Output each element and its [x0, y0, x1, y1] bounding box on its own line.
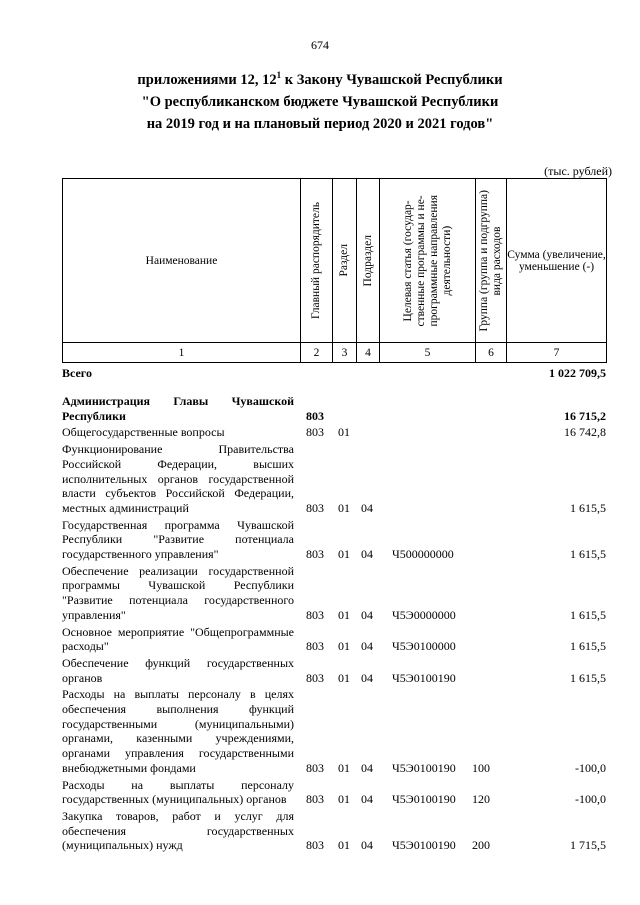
grbs-cell: 803 — [306, 408, 324, 423]
column-number: 6 — [476, 343, 507, 363]
header-target-article: Целевая статья (государ- ственные программы и не- программные направления деятельности) — [380, 179, 476, 343]
header-sum: Сумма (увеличение, уменьшение (-) — [507, 179, 607, 343]
row-name: Расходы на выплаты персоналу в целях обеспечения выполнения функций государственными (муниципальными) органами, казенными учреждениями, органами управления государственными внебюджетными фондами — [62, 687, 294, 775]
podrazdel-cell: 04 — [361, 760, 373, 775]
table-row — [62, 809, 606, 853]
grbs-cell: 803 — [306, 760, 324, 775]
column-number: 7 — [507, 343, 607, 363]
razdel-cell: 01 — [338, 425, 350, 440]
grbs-cell: 803 — [306, 792, 324, 807]
table-header — [62, 178, 607, 363]
column-number: 5 — [380, 343, 476, 363]
amount-cell: 1 615,5 — [570, 547, 606, 562]
podrazdel-cell: 04 — [361, 547, 373, 562]
title-line-1 — [60, 64, 580, 91]
column-number: 1 — [63, 343, 301, 363]
budget-rows — [62, 394, 606, 855]
amount-cell: 16 715,2 — [564, 408, 606, 423]
header-grbs: Главный распорядитель — [301, 179, 333, 343]
grbs-cell: 803 — [306, 607, 324, 622]
table-row — [62, 778, 606, 807]
amount-cell: 1 615,5 — [570, 607, 606, 622]
document-title — [60, 64, 580, 135]
target-article-cell: Ч5Э0100190 — [392, 760, 456, 775]
title-line-1-end: к Закону Чувашской Республики — [281, 71, 503, 88]
total-label: Всего — [62, 366, 92, 380]
amount-cell: 1 715,5 — [570, 838, 606, 853]
table-row — [62, 625, 606, 654]
row-name: Функционирование Правительства Российской Федерации, высших исполнительных органов государственной власти субъектов Российской Федерации, местных администраций — [62, 442, 294, 515]
target-article-cell: Ч5Э0100190 — [392, 670, 456, 685]
razdel-cell: 01 — [338, 792, 350, 807]
amount-cell: -100,0 — [575, 792, 606, 807]
target-article-cell: Ч5Э0100190 — [392, 838, 456, 853]
grbs-cell: 803 — [306, 500, 324, 515]
amount-cell: 1 615,5 — [570, 500, 606, 515]
header-podrazdel: Подраздел — [357, 179, 380, 343]
podrazdel-cell: 04 — [361, 639, 373, 654]
units-label: (тыс. рублей) — [544, 164, 612, 178]
grbs-cell: 803 — [306, 670, 324, 685]
razdel-cell: 01 — [338, 607, 350, 622]
grbs-cell: 803 — [306, 547, 324, 562]
razdel-cell: 01 — [338, 670, 350, 685]
header-razdel: Раздел — [333, 179, 357, 343]
column-number-row — [63, 343, 607, 363]
row-name: Закупка товаров, работ и услуг для обеспечения государственных (муниципальных) нужд — [62, 808, 294, 853]
grbs-cell: 803 — [306, 838, 324, 853]
title-superscript: 1 — [276, 70, 282, 80]
podrazdel-cell: 04 — [361, 607, 373, 622]
podrazdel-cell: 04 — [361, 792, 373, 807]
page-number: 674 — [311, 38, 329, 52]
table-row — [62, 518, 606, 562]
row-name: Расходы на выплаты персоналу государственных (муниципальных) органов — [62, 777, 294, 807]
razdel-cell: 01 — [338, 547, 350, 562]
table-row — [62, 564, 606, 623]
row-name: Государственная программа Чувашской Республики "Развитие потенциала государственного управления" — [62, 517, 294, 562]
target-article-cell: Ч5Э0000000 — [392, 607, 456, 622]
expense-group-cell: 100 — [472, 760, 490, 775]
amount-cell: 1 615,5 — [570, 670, 606, 685]
razdel-cell: 01 — [338, 760, 350, 775]
podrazdel-cell: 04 — [361, 500, 373, 515]
amount-cell: 16 742,8 — [564, 425, 606, 440]
amount-cell: 1 615,5 — [570, 639, 606, 654]
row-name: Общегосударственные вопросы — [62, 425, 225, 440]
row-name: Администрация Главы Чувашской Республики — [62, 394, 294, 423]
title-line-3: на 2019 год и на плановый период 2020 и 2021 годов" — [146, 115, 494, 132]
header-name: Наименование — [63, 179, 301, 343]
target-article-cell: Ч5Э0100190 — [392, 792, 456, 807]
total-amount: 1 022 709,5 — [549, 366, 606, 380]
podrazdel-cell: 04 — [361, 838, 373, 853]
title-line-1-start: приложениями 12, 12 — [137, 71, 277, 88]
razdel-cell: 01 — [338, 639, 350, 654]
podrazdel-cell: 04 — [361, 670, 373, 685]
row-name: Обеспечение функций государственных органов — [62, 655, 294, 685]
table-row — [62, 425, 606, 440]
target-article-cell: Ч500000000 — [392, 547, 454, 562]
header-row — [63, 179, 607, 343]
target-article-cell: Ч5Э0100000 — [392, 639, 456, 654]
razdel-cell: 01 — [338, 838, 350, 853]
expense-group-cell: 120 — [472, 792, 490, 807]
amount-cell: -100,0 — [575, 760, 606, 775]
row-name: Обеспечение реализации государственной программы Чувашской Республики "Развитие потенциала государственного управления" — [62, 563, 294, 622]
table-row — [62, 442, 606, 516]
column-number: 2 — [301, 343, 333, 363]
column-number: 3 — [333, 343, 357, 363]
expense-group-cell: 200 — [472, 838, 490, 853]
razdel-cell: 01 — [338, 500, 350, 515]
grbs-cell: 803 — [306, 639, 324, 654]
column-number: 4 — [357, 343, 380, 363]
table-row — [62, 656, 606, 685]
row-name: Основное мероприятие "Общепрограммные расходы" — [62, 624, 294, 654]
table-row — [62, 394, 606, 423]
header-expense-group: Группа (группа и подгруппа) вида расходов — [476, 179, 507, 343]
title-line-2: "О республиканском бюджете Чувашской Республики — [141, 93, 499, 110]
grbs-cell: 803 — [306, 425, 324, 440]
table-row — [62, 687, 606, 775]
